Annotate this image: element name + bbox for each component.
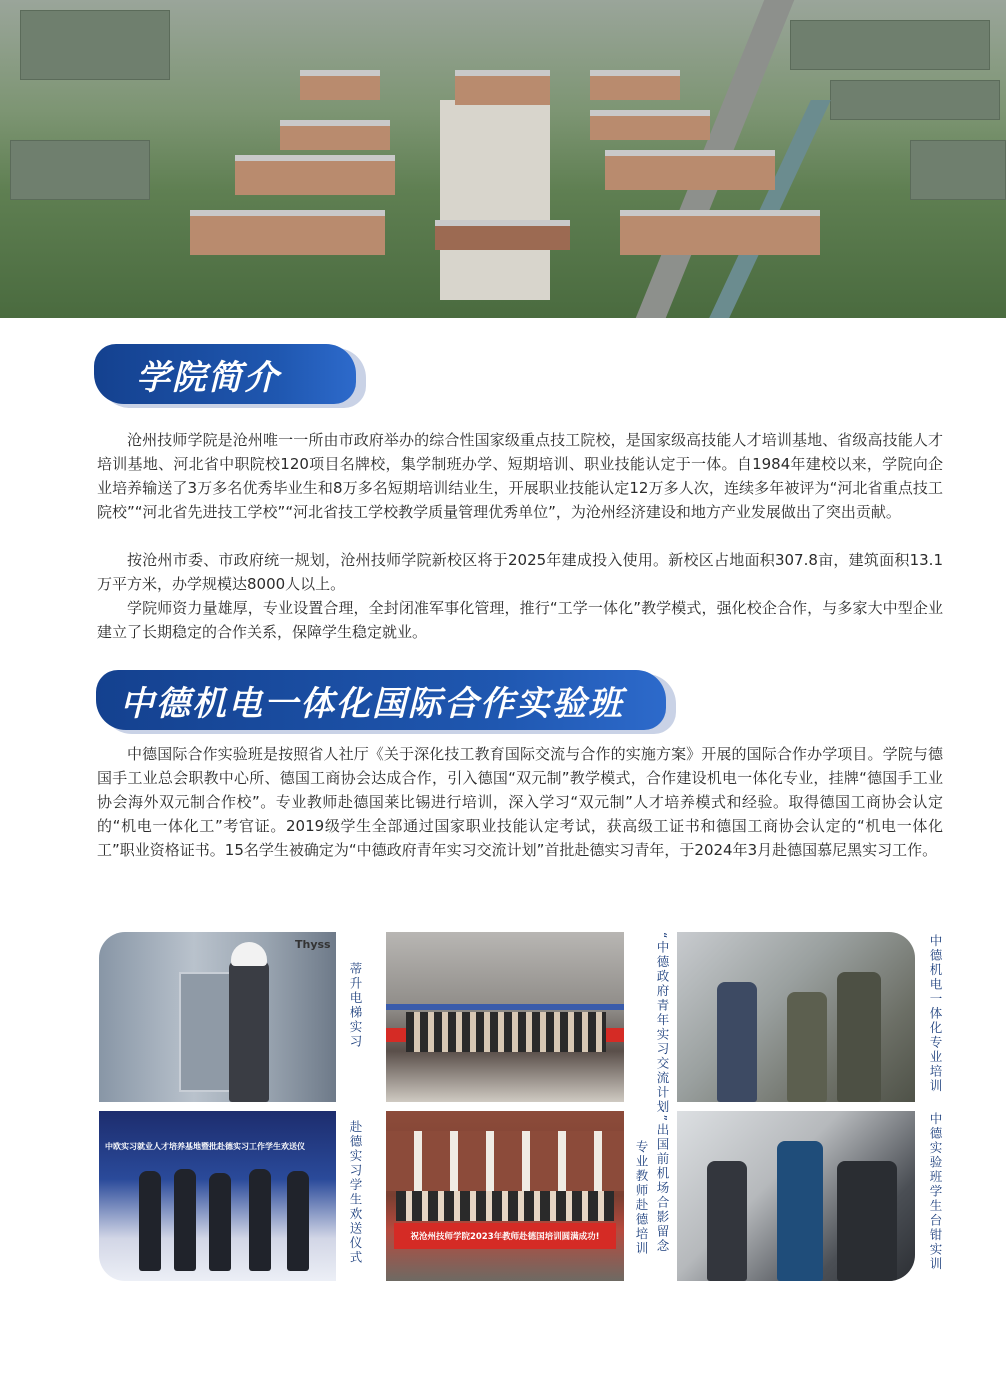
trainer-figure xyxy=(777,1141,823,1281)
trainer-figure xyxy=(717,982,757,1102)
person-figure xyxy=(287,1171,309,1271)
helmet-icon xyxy=(231,942,267,966)
campus-aerial-photo xyxy=(0,0,1006,318)
person-figure xyxy=(139,1171,161,1271)
building xyxy=(280,120,390,150)
section-intro-banner xyxy=(94,344,356,404)
airport-sign xyxy=(386,1004,624,1010)
group-of-people xyxy=(396,1191,614,1221)
building xyxy=(605,150,775,190)
section-intro-title: 学院简介 xyxy=(136,357,280,398)
caption-integration: 中德机电一体化专业培训 xyxy=(928,934,943,1094)
field-block xyxy=(910,140,1006,200)
intro-paragraph-2: 按沧州市委、市政府统一规划，沧州技师学院新校区将于2025年建成投入使用。新校区占地面积307.8亩，建筑面积13.1万平方米，办学规模达8000人以上。 xyxy=(97,551,943,593)
intro-paragraph-3: 学院师资力量雄厚，专业设置合理，全封闭准军事化管理，推行“工学一体化”教学模式，强化校企合作，与多家大中型企业建立了长期稳定的合作关系，保障学生稳定就业。 xyxy=(97,599,943,641)
person-figure xyxy=(209,1173,231,1271)
person-figure xyxy=(174,1169,196,1271)
training-banner-text: 祝沧州技师学院2023年教师赴德国培训圆满成功! xyxy=(410,1232,600,1242)
building xyxy=(590,110,710,140)
building xyxy=(300,70,380,100)
section-sino-german-title: 中德机电一体化国际合作实验班 xyxy=(120,683,624,724)
field-block xyxy=(10,140,150,200)
group-of-people xyxy=(406,1012,606,1052)
section-sino-german-banner xyxy=(96,670,666,730)
building xyxy=(620,210,820,255)
teacher-training-photo xyxy=(386,1111,624,1281)
elevator-brand-label: Thyss xyxy=(295,938,331,951)
caption-send-off: 赴德实习学生欢送仪式 xyxy=(348,1120,363,1265)
student-figure xyxy=(837,972,881,1102)
sino-german-paragraph: 中德国际合作实验班是按照省人社厅《关于深化技工教育国际交流与合作的实施方案》开展的国际合作办学项目。学院与德国手工业总会职教中心所、德国工商协会达成合作，引入德国“双元制”教学模式，合作建设机电一体化专业，挂牌“德国手工业协会海外双元制合作校”。专业教师赴德国莱比锡进行培训，深入学习“双元制”人才培养模式和经验。取得德国工商协会认定的“机电一体化工”考官证。2019级学生全部通过国家职业技能认定考试，获高级工证书和德国工商协会认定的“机电一体化工”职业资格证书。15名学生被确定为“中德政府青年实习交流计划”首批赴德实习青年，于2024年3月赴德国慕尼黑实习工作。 xyxy=(97,745,943,859)
caption-elevator: 蒂升电梯实习 xyxy=(348,962,363,1049)
field-block xyxy=(20,10,170,80)
person-figure xyxy=(249,1169,271,1271)
field-block xyxy=(790,20,990,70)
building xyxy=(590,70,680,100)
worker-figure xyxy=(229,960,269,1102)
brick-building xyxy=(386,1131,624,1191)
student-figure xyxy=(707,1161,747,1281)
caption-teachers: 专业教师赴德培训 xyxy=(634,1140,649,1256)
caption-bench: 中德实验班学生台钳实训 xyxy=(928,1112,943,1272)
training-banner xyxy=(394,1223,616,1249)
building xyxy=(235,155,395,195)
bench-vise-training-photo xyxy=(677,1111,915,1281)
field-block xyxy=(830,80,1000,120)
intro-paragraph-1: 沧州技师学院是沧州唯一一所由市政府举办的综合性国家级重点技工院校，是国家级高技能人才培训基地、省级高技能人才培训基地、河北省中职院校120项目名牌校，集学制班办学、短期培训、职业技能认定于一体。自1984年建校以来，学院向企业培养输送了3万多名优秀毕业生和8万多名短期培训结业生，开展职业技能认定12万多人次，连续多年被评为“河北省重点技工院校”“河北省先进技工学校”“河北省技工学校教学质量管理优秀单位”，为沧州经济建设和地方产业发展做出了突出贡献。 xyxy=(97,431,943,521)
caption-airport: “中德政府青年实习交流计划”出国前机场合影留念 xyxy=(655,932,670,1254)
main-gate xyxy=(435,220,570,250)
send-off-ceremony-photo xyxy=(99,1111,336,1281)
student-figure xyxy=(837,1161,897,1281)
student-figure xyxy=(787,992,827,1102)
airport-group-photo xyxy=(386,932,624,1102)
central-plaza xyxy=(440,100,550,300)
building xyxy=(455,70,550,105)
elevator-internship-photo xyxy=(99,932,336,1102)
building xyxy=(190,210,385,255)
integration-training-photo xyxy=(677,932,915,1102)
stage-banner-text: 中欧实习就业人才培养基地暨批赴德实习工作学生欢送仪 xyxy=(105,1142,305,1151)
